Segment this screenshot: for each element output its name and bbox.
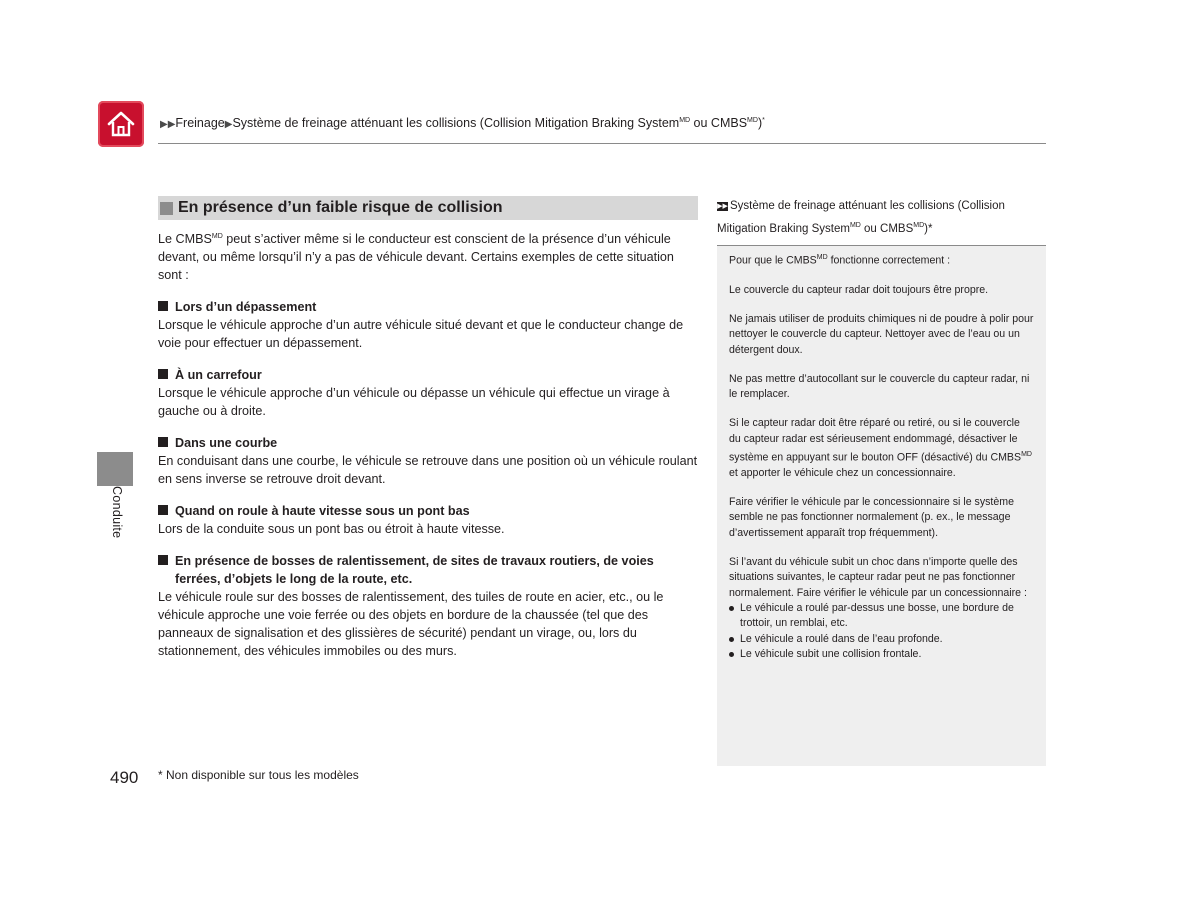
sidebar-paragraph: Ne jamais utiliser de produits chimiques ni de poudre à polir pour nettoyer le couvercle du capteur. Nettoyer avec de l’eau ou un détergent doux. <box>729 312 1034 356</box>
item-heading: Dans une courbe <box>175 436 278 451</box>
bullet-square-icon <box>158 505 168 515</box>
home-icon <box>106 110 136 138</box>
item-text: Le véhicule roule sur des bosses de ralentissement, des tuiles de route en acier, etc., ou le véhicule approche une voie ferrée ou des objets en bordure de la chaussée (tel que des panneaux de signalisation et des glissières de sécurité) pendant un virage, ou, lors du stationnement, des véhicules immobiles ou des murs. <box>158 590 664 659</box>
list-item <box>158 552 698 660</box>
sidebar-paragraph: Si l’avant du véhicule subit un choc dans n’importe quelle des situations suivantes, le capteur radar peut ne pas fonctionner normalement. Faire vérifier le véhicule par un concessionnaire : <box>729 556 1027 599</box>
header-divider <box>158 143 1046 144</box>
chapter-tab-label: Conduite <box>110 486 124 539</box>
list-item <box>158 434 698 488</box>
sidebar-bullet: Le véhicule a roulé par-dessus une bosse, une bordure de trottoir, un remblai, etc. <box>729 601 1034 632</box>
sidebar-bullet-list <box>729 601 1034 662</box>
reference-icon: ▶▶ <box>717 203 728 210</box>
home-button[interactable] <box>98 101 144 147</box>
sidebar-paragraph: Faire vérifier le véhicule par le concessionnaire si le système semble ne pas fonctionner normalement (p. ex., le message d’avertissement apparaît trop fréquemment). <box>729 496 1014 539</box>
bullet-square-icon <box>158 437 168 447</box>
item-text: Lors de la conduite sous un pont bas ou étroit à haute vitesse. <box>158 522 505 537</box>
sidebar-title[interactable]: ▶▶ Système de freinage atténuant les collisions (Collision Mitigation Braking System$^{MD}$ ou $CMBS^{MD})*$ <box>717 196 1046 246</box>
item-heading: À un carrefour <box>175 368 262 383</box>
sidebar-paragraph: Si le capteur radar doit être réparé ou retiré, ou si le couvercle du capteur radar est sérieusement endommagé, désactiver le système en appuyant sur le bouton OFF (désactivé) du $CMBS^{MD}$ et apporter le véhicule chez un concessionnaire. <box>729 417 1032 479</box>
footnote: * Non disponible sur tous les modèles <box>158 768 359 782</box>
item-text: Lorsque le véhicule approche d’un autre véhicule situé devant et que le conducteur change de voie pour effectuer un dépassement. <box>158 318 684 351</box>
breadcrumb-arrow-icon: ▶ <box>224 119 233 130</box>
list-item <box>158 366 698 420</box>
chapter-tab[interactable] <box>97 452 133 486</box>
sidebar-bullet: Le véhicule a roulé dans de l’eau profonde. <box>729 632 1034 647</box>
page-number: 490 <box>110 768 139 787</box>
section-title: En présence d’un faible risque de collision <box>158 196 698 220</box>
bullet-square-icon <box>158 555 168 565</box>
sidebar-paragraph: Le couvercle du capteur radar doit toujours être propre. <box>729 283 989 296</box>
section-square-icon <box>160 202 173 215</box>
bullet-square-icon <box>158 301 168 311</box>
sidebar-notes <box>717 196 1046 766</box>
item-heading: En présence de bosses de ralentissement, de sites de travaux routiers, de voies ferrées, d’objets le long de la route, etc. <box>175 554 654 587</box>
item-text: Lorsque le véhicule approche d’un véhicule ou dépasse un véhicule qui effectue un virage à gauche ou à droite. <box>158 386 670 419</box>
item-heading: Lors d’un dépassement <box>175 300 317 315</box>
sidebar-paragraph: Pour que le $CMBS^{MD}$ fonctionne correctement : <box>729 253 951 267</box>
breadcrumb-item-cmbs[interactable]: Système de freinage atténuant les collisions (Collision Mitigation Braking System$^{MD}$ ou $CMBS^{MD})^*$ <box>232 116 765 130</box>
breadcrumb <box>160 116 765 130</box>
breadcrumb-item-freinage[interactable]: Freinage <box>175 116 225 130</box>
intro-paragraph: Le $CMBS^{MD}$ peut s’activer même si le conducteur est conscient de la présence d’un véhicule devant, ou même lorsqu’il n’y a pas de véhicule devant. Certains exemples de cette situation sont : <box>158 232 674 283</box>
main-content <box>158 196 698 660</box>
breadcrumb-arrow-icon: ▶▶ <box>160 119 176 130</box>
bullet-square-icon <box>158 369 168 379</box>
list-item <box>158 298 698 352</box>
item-heading: Quand on roule à haute vitesse sous un pont bas <box>175 504 470 519</box>
sidebar-bullet: Le véhicule subit une collision frontale. <box>729 647 1034 662</box>
list-item <box>158 502 698 538</box>
sidebar-paragraph: Ne pas mettre d’autocollant sur le couvercle du capteur radar, ni le remplacer. <box>729 372 1030 401</box>
item-text: En conduisant dans une courbe, le véhicule se retrouve dans une position où un véhicule roulant en sens inverse se retrouve droit devant. <box>158 454 698 487</box>
